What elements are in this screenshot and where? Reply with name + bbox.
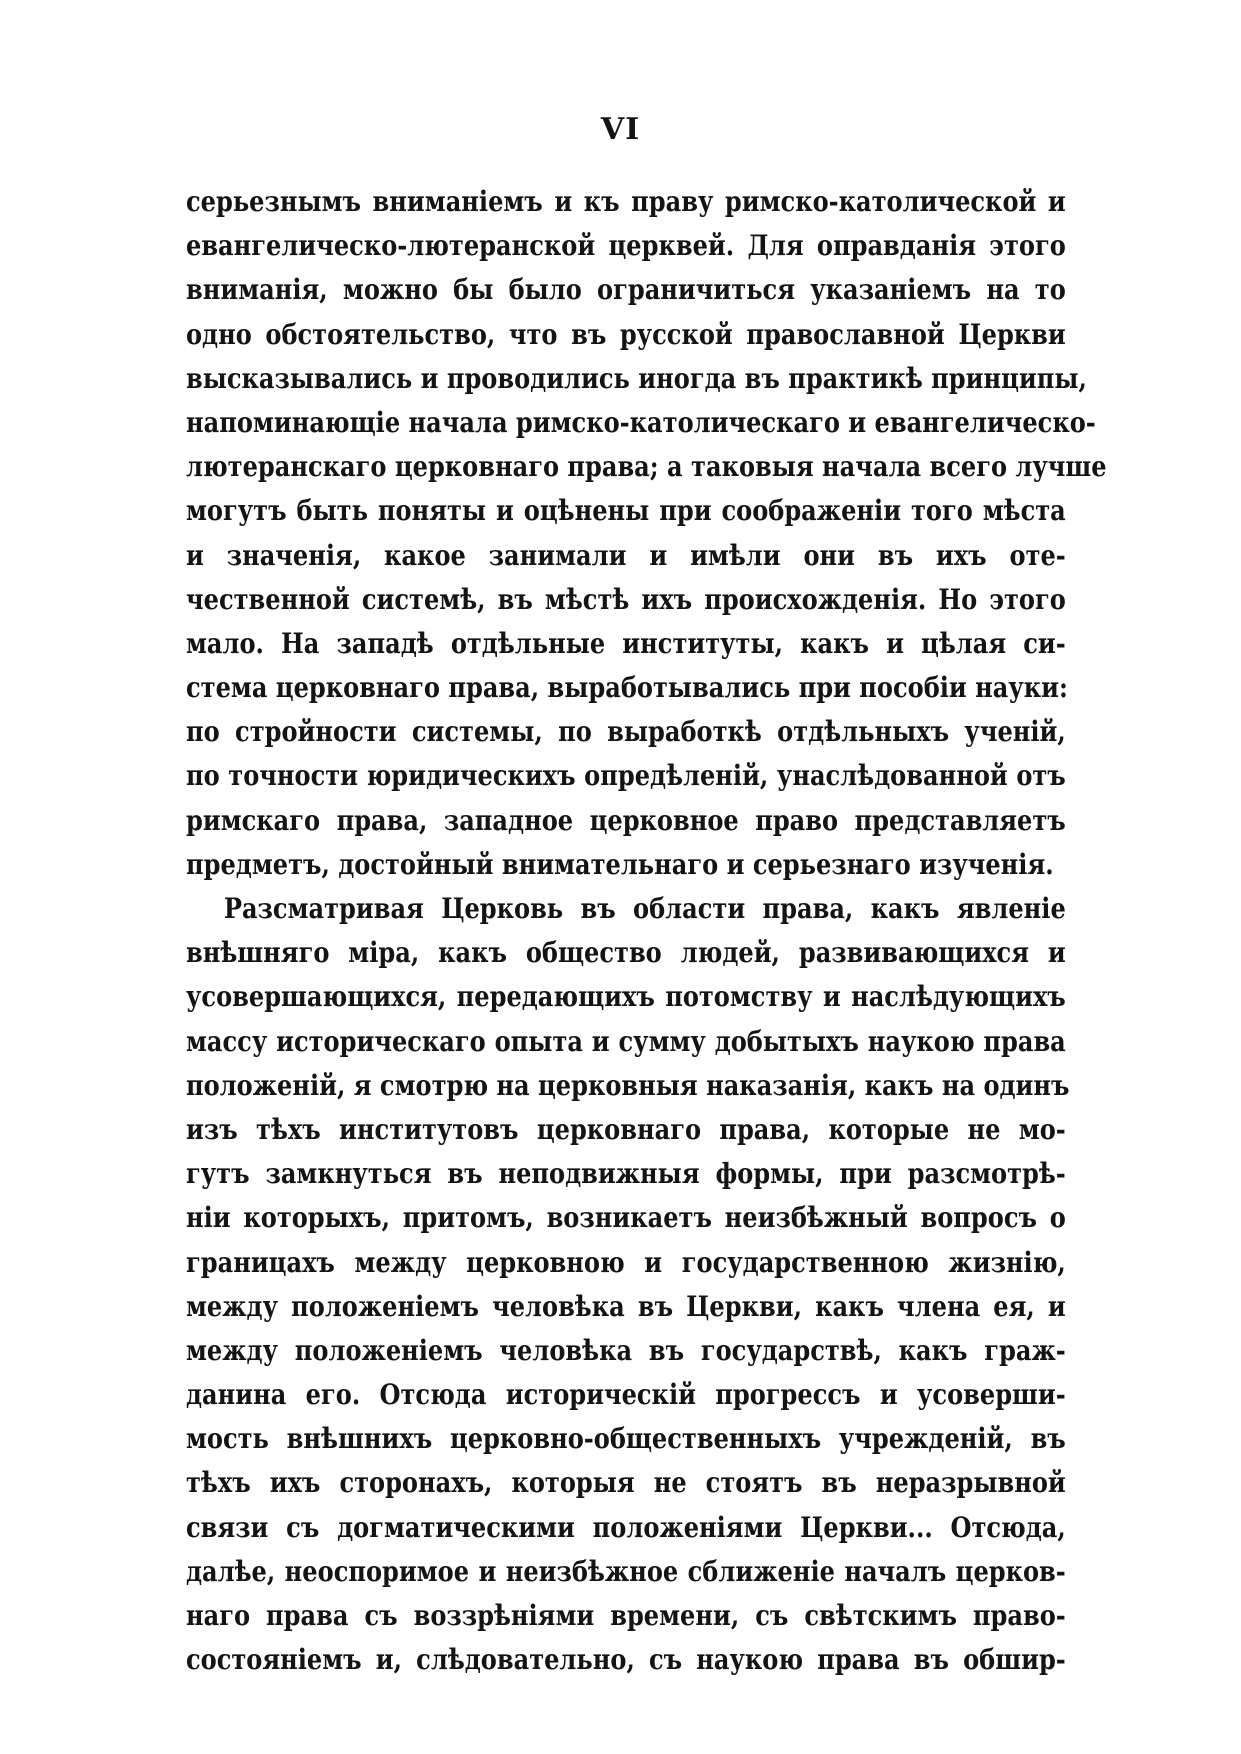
text-line: состояніемъ и, слѣдовательно, съ наукою права въ обшир- <box>186 1643 1066 1677</box>
text-line: усовершающихся, передающихъ потомству и наслѣдующихъ <box>186 980 1066 1014</box>
text-line: Разсматривая Церковь въ области права, какъ явленіе <box>223 892 1066 925</box>
text-line: одно обстоятельство, что въ русской православной Церкви <box>186 317 1066 351</box>
text-line: по стройности системы, по выработкѣ отдѣльныхъ ученій, <box>186 715 1066 749</box>
text-line: изъ тѣхъ институтовъ церковнаго права, которые не мо- <box>186 1112 1066 1146</box>
text-line: могутъ быть поняты и оцѣнены при соображеніи того мѣста <box>186 494 1066 528</box>
text-line: между положеніемъ человѣка въ государствѣ, какъ граж- <box>186 1333 1066 1367</box>
text-line: далѣе, неоспоримое и неизбѣжное сближеніе началъ церков- <box>186 1554 1066 1588</box>
body-text <box>186 180 1107 1682</box>
text-line: внѣшняго міра, какъ общество людей, развивающихся и <box>186 936 1066 970</box>
text-line: евангелическо-лютеранской церквей. Для оправданія этого <box>186 229 1066 263</box>
text-line: стема церковнаго права, выработывались при пособіи науки: <box>186 671 1068 705</box>
text-line: чественной системѣ, въ мѣстѣ ихъ происхожденія. Но этого <box>186 582 1066 616</box>
text-line: ніи которыхъ, притомъ, возникаетъ неизбѣжный вопросъ о <box>186 1201 1066 1235</box>
text-line: вниманія, можно бы было ограничиться указаніемъ на то <box>186 273 1066 307</box>
text-line: тѣхъ ихъ сторонахъ, которыя не стоятъ въ неразрывной <box>186 1466 1066 1500</box>
text-line: наго права съ воззрѣніями времени, съ свѣтскимъ право- <box>186 1599 1066 1632</box>
text-line: данина его. Отсюда историческій прогрессъ и усоверши- <box>186 1378 1066 1412</box>
text-line: мость внѣшнихъ церковно-общественныхъ учрежденій, въ <box>186 1422 1066 1456</box>
text-line: положеній, я смотрю на церковныя наказанія, какъ на одинъ <box>186 1068 1070 1102</box>
text-line: предметъ, достойный внимательнаго и серьезнаго изученія. <box>186 847 1054 881</box>
text-line: серьезнымъ вниманіемъ и къ праву римско-католической и <box>186 185 1066 218</box>
text-line: римскаго права, западное церковное право представляетъ <box>186 803 1066 837</box>
paragraph-1 <box>186 180 1107 887</box>
text-line: массу историческаго опыта и сумму добытыхъ наукою права <box>186 1024 1066 1058</box>
text-line: и значенія, какое занимали и имѣли они въ ихъ оте- <box>186 538 1066 572</box>
text-line: по точности юридическихъ опредѣленій, унаслѣдованной отъ <box>186 759 1066 793</box>
page-number: VI <box>600 112 641 147</box>
paragraph-2 <box>186 887 1070 1682</box>
text-line: между положеніемъ человѣка въ Церкви, какъ члена ея, и <box>186 1289 1066 1323</box>
text-line: напоминающіе начала римско-католическаго и евангелическо- <box>186 405 1096 439</box>
text-line: высказывались и проводились иногда въ практикѣ принципы, <box>186 361 1087 395</box>
text-line: гутъ замкнуться въ неподвижныя формы, при разсмотрѣ- <box>186 1157 1066 1191</box>
text-line: границахъ между церковною и государственною жизнію, <box>186 1245 1066 1279</box>
text-line: лютеранскаго церковнаго права; а таковыя начала всего лучше <box>186 450 1107 484</box>
text-line: связи съ догматическими положеніями Церкви... Отсюда, <box>186 1510 1066 1544</box>
text-line: мало. На западѣ отдѣльные институты, какъ и цѣлая си- <box>186 626 1066 660</box>
